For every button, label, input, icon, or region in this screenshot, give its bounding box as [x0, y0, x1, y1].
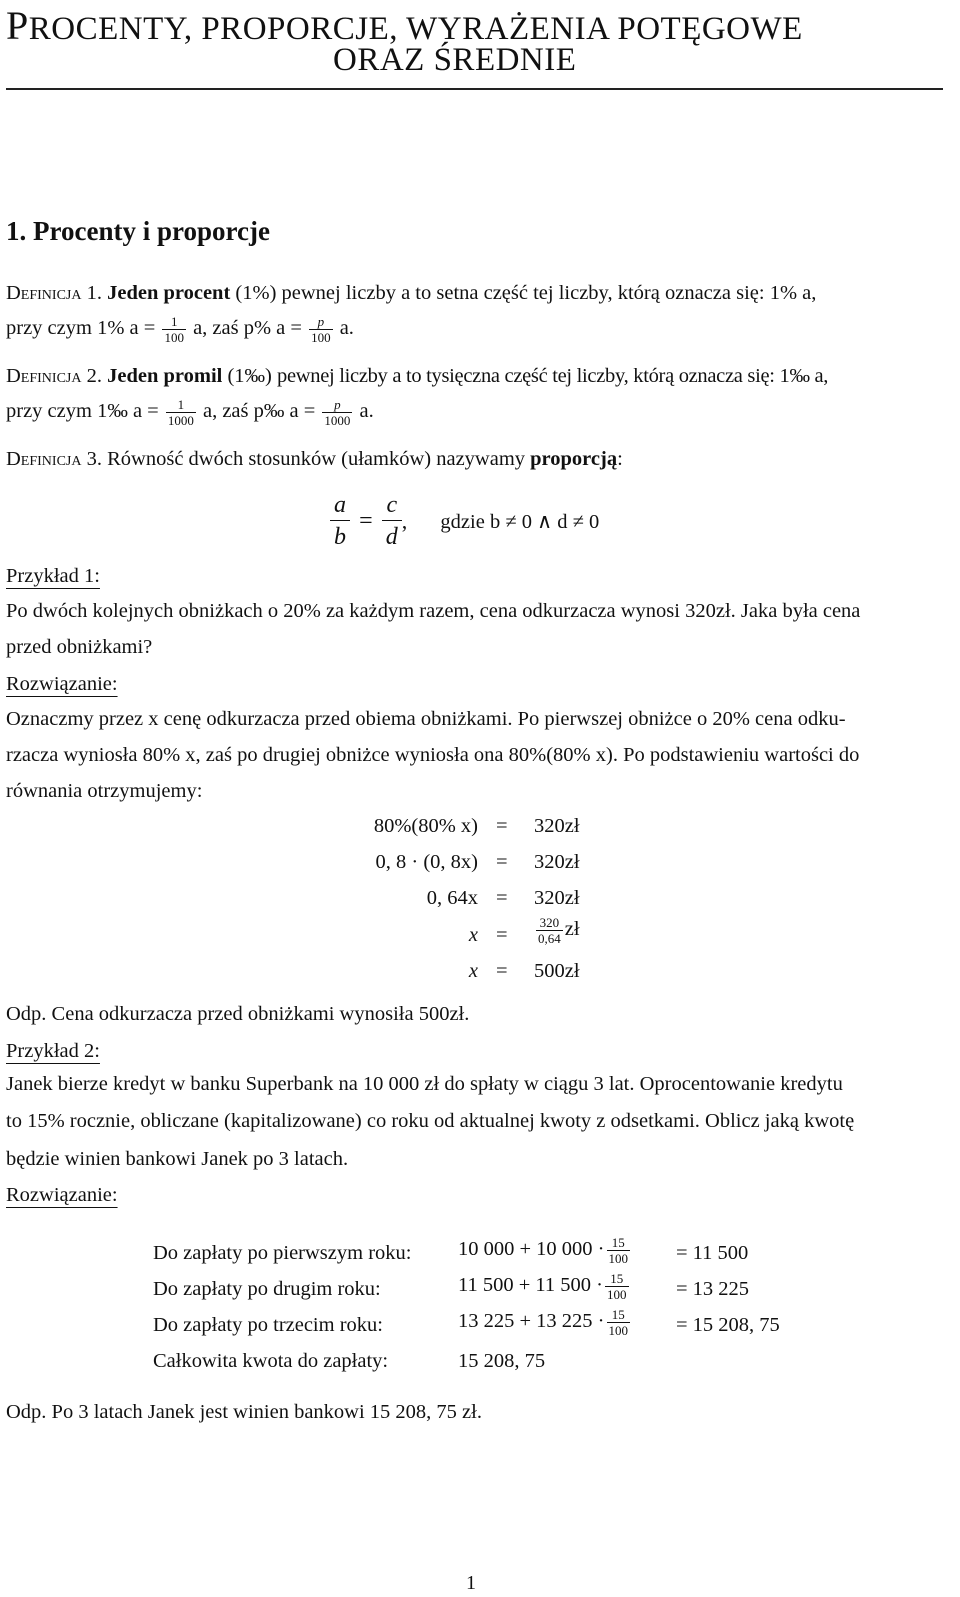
fraction-denominator: b [334, 524, 346, 551]
equals-sign: = [359, 507, 373, 534]
page-title [6, 3, 803, 48]
example-2-problem-line1: Janek bierze kredyt w banku Superbank na 10 000 zł do spłaty w ciągu 3 lat. Oprocentowanie kredytu [6, 1073, 843, 1095]
fraction-denominator: 1000 [167, 413, 194, 428]
fraction [607, 1308, 631, 1337]
fraction-numerator: a [330, 492, 350, 521]
fraction-numerator: 15 [607, 1236, 631, 1251]
definition-3-line1 [6, 448, 623, 471]
fraction [166, 398, 196, 427]
definition-number: 3. [86, 448, 102, 470]
fraction [605, 1272, 629, 1301]
fraction [330, 492, 350, 551]
calc-row-expression [458, 1236, 632, 1265]
expression-text: 11 500 + 11 500 · [458, 1274, 603, 1297]
example-1-solution-label: Rozwiązanie: [6, 673, 118, 695]
formula-text: a, zaś p‰ a = [202, 400, 316, 423]
fraction [536, 916, 563, 945]
equation-equals: = [496, 960, 508, 982]
example-1-solution-line1: Oznaczmy przez x cenę odkurzacza przed obiema obniżkami. Po pierwszej obniżce o 20% cena odku- [6, 708, 846, 730]
equation-equals: = [496, 887, 508, 909]
definition-label: Definicja [6, 448, 82, 470]
definition-label: Definicja [6, 365, 82, 387]
calc-row-result: = 13 225 [676, 1278, 750, 1300]
definition-text: pewnej liczby a to setna część tej liczby, którą oznacza się: 1% a, [281, 282, 817, 304]
fraction [322, 398, 352, 427]
equation-lhs: 0, 64x [426, 887, 478, 909]
definition-1-line1 [6, 282, 816, 305]
definition-2-line1 [6, 365, 828, 388]
unit: zł [564, 918, 580, 941]
calc-row-result: = 15 208, 75 [676, 1314, 780, 1336]
fraction-numerator: 15 [607, 1308, 631, 1323]
definition-symbol: (1%) [235, 282, 277, 304]
fraction [309, 315, 333, 344]
calc-row-label: Do zapłaty po drugim roku: [153, 1278, 381, 1300]
equation-equals: = [496, 815, 508, 837]
definition-colon: : [617, 448, 623, 470]
fraction-denominator: 0,64 [538, 931, 561, 946]
definition-symbol: (1‰) [227, 365, 272, 387]
equation-rhs: 320zł [534, 851, 580, 873]
definition-label: Definicja [6, 282, 82, 304]
equation-equals: = [496, 851, 508, 873]
page-number: 1 [466, 1572, 476, 1594]
example-1-problem-line1: Po dwóch kolejnych obniżkach o 20% za każdym razem, cena odkurzacza wynosi 320zł. Jaka była cena [6, 600, 861, 622]
definition-term: proporcją [530, 448, 618, 470]
equation-rhs: 320zł [534, 887, 580, 909]
definition-text: pewnej liczby a to tysięczna część tej liczby, którą oznacza się: 1‰ a, [277, 365, 829, 387]
proportion-equation [330, 492, 599, 551]
fraction-numerator: 1 [162, 315, 186, 330]
fraction-denominator: 100 [311, 330, 331, 345]
equation-lhs: x [468, 960, 478, 982]
equation-lhs: 0, 8 · (0, 8x) [375, 851, 478, 873]
formula-text: a. [339, 317, 354, 340]
fraction [382, 492, 402, 551]
calc-row-label: Do zapłaty po trzecim roku: [153, 1314, 383, 1336]
equation-comma: , [401, 508, 408, 534]
equation-lhs: x [468, 924, 478, 946]
fraction-denominator: 1000 [324, 413, 351, 428]
fraction-denominator: 100 [164, 330, 184, 345]
formula-text: przy czym 1% a = [6, 317, 156, 340]
section-heading: 1. Procenty i proporcje [6, 216, 270, 246]
calc-row-expression [458, 1308, 632, 1337]
fraction-numerator: p [322, 398, 352, 413]
example-1-solution-line2: rzacza wyniosła 80% x, zaś po drugiej obniżce wyniosła ona 80%(80% x). Po podstawieniu wartości do [6, 744, 860, 766]
equation-lhs: 80%(80% x) [373, 815, 478, 837]
title-initial: P [6, 3, 29, 48]
example-2-solution-label: Rozwiązanie: [6, 1184, 118, 1206]
definition-number: 2. [86, 365, 102, 387]
example-1-answer: Odp. Cena odkurzacza przed obniżkami wynosiła 500zł. [6, 1003, 470, 1025]
example-2-label: Przykład 2: [6, 1040, 100, 1062]
fraction-denominator: 100 [607, 1287, 627, 1302]
definition-number: 1. [86, 282, 102, 304]
title-line2: ORAZ ŚREDNIE [333, 42, 577, 78]
example-2-problem-line3: będzie winien bankowi Janek po 3 latach. [6, 1148, 349, 1170]
formula-text: a, zaś p% a = [193, 317, 302, 340]
calc-row-result: = 11 500 [676, 1242, 749, 1264]
formula-text: a. [359, 400, 374, 423]
example-1-problem-line2: przed obniżkami? [6, 636, 153, 658]
equation-condition: gdzie b ≠ 0 ∧ d ≠ 0 [440, 510, 600, 533]
fraction [162, 315, 186, 344]
equation-rhs [534, 916, 580, 945]
fraction-numerator: p [309, 315, 333, 330]
fraction-denominator: 100 [608, 1323, 629, 1338]
expression-text: 13 225 + 13 225 · [458, 1310, 605, 1333]
fraction [607, 1236, 631, 1265]
equation-equals: = [496, 924, 508, 946]
example-1-label: Przykład 1: [6, 565, 100, 587]
example-2-answer: Odp. Po 3 latach Janek jest winien bankowi 15 208, 75 zł. [6, 1401, 482, 1423]
fraction-denominator: d [385, 524, 398, 551]
formula-text: przy czym 1‰ a = [6, 400, 159, 423]
title-line1: ROCENTY, PROPORCJE, WYRAŻENIA POTĘGOWE [28, 11, 803, 47]
fraction-numerator: 1 [166, 398, 196, 413]
example-2-problem-line2: to 15% rocznie, obliczane (kapitalizowane) co roku od aktualnej kwoty z odsetkami. Oblicz jaką kwotę [6, 1110, 855, 1132]
title-divider [6, 88, 943, 90]
calc-row-label: Całkowita kwota do zapłaty: [153, 1350, 389, 1372]
definition-2-line2 [6, 398, 374, 427]
definition-term: Jeden procent [107, 282, 231, 304]
definition-1-line2 [6, 315, 354, 344]
calc-row-expression: 15 208, 75 [458, 1350, 546, 1372]
fraction-numerator: 15 [605, 1272, 629, 1287]
equation-rhs: 320zł [534, 815, 580, 837]
fraction-denominator: 100 [608, 1251, 629, 1266]
calc-row-label: Do zapłaty po pierwszym roku: [153, 1242, 412, 1264]
example-1-solution-line3: równania otrzymujemy: [6, 780, 203, 802]
equation-rhs: 500zł [534, 960, 580, 982]
fraction-numerator: 320 [536, 916, 563, 931]
fraction-numerator: c [382, 492, 402, 521]
definition-term: Jeden promil [107, 365, 223, 387]
calc-row-expression [458, 1272, 631, 1301]
definition-text: Równość dwóch stosunków (ułamków) nazywamy [107, 448, 526, 470]
expression-text: 10 000 + 10 000 · [458, 1238, 605, 1261]
